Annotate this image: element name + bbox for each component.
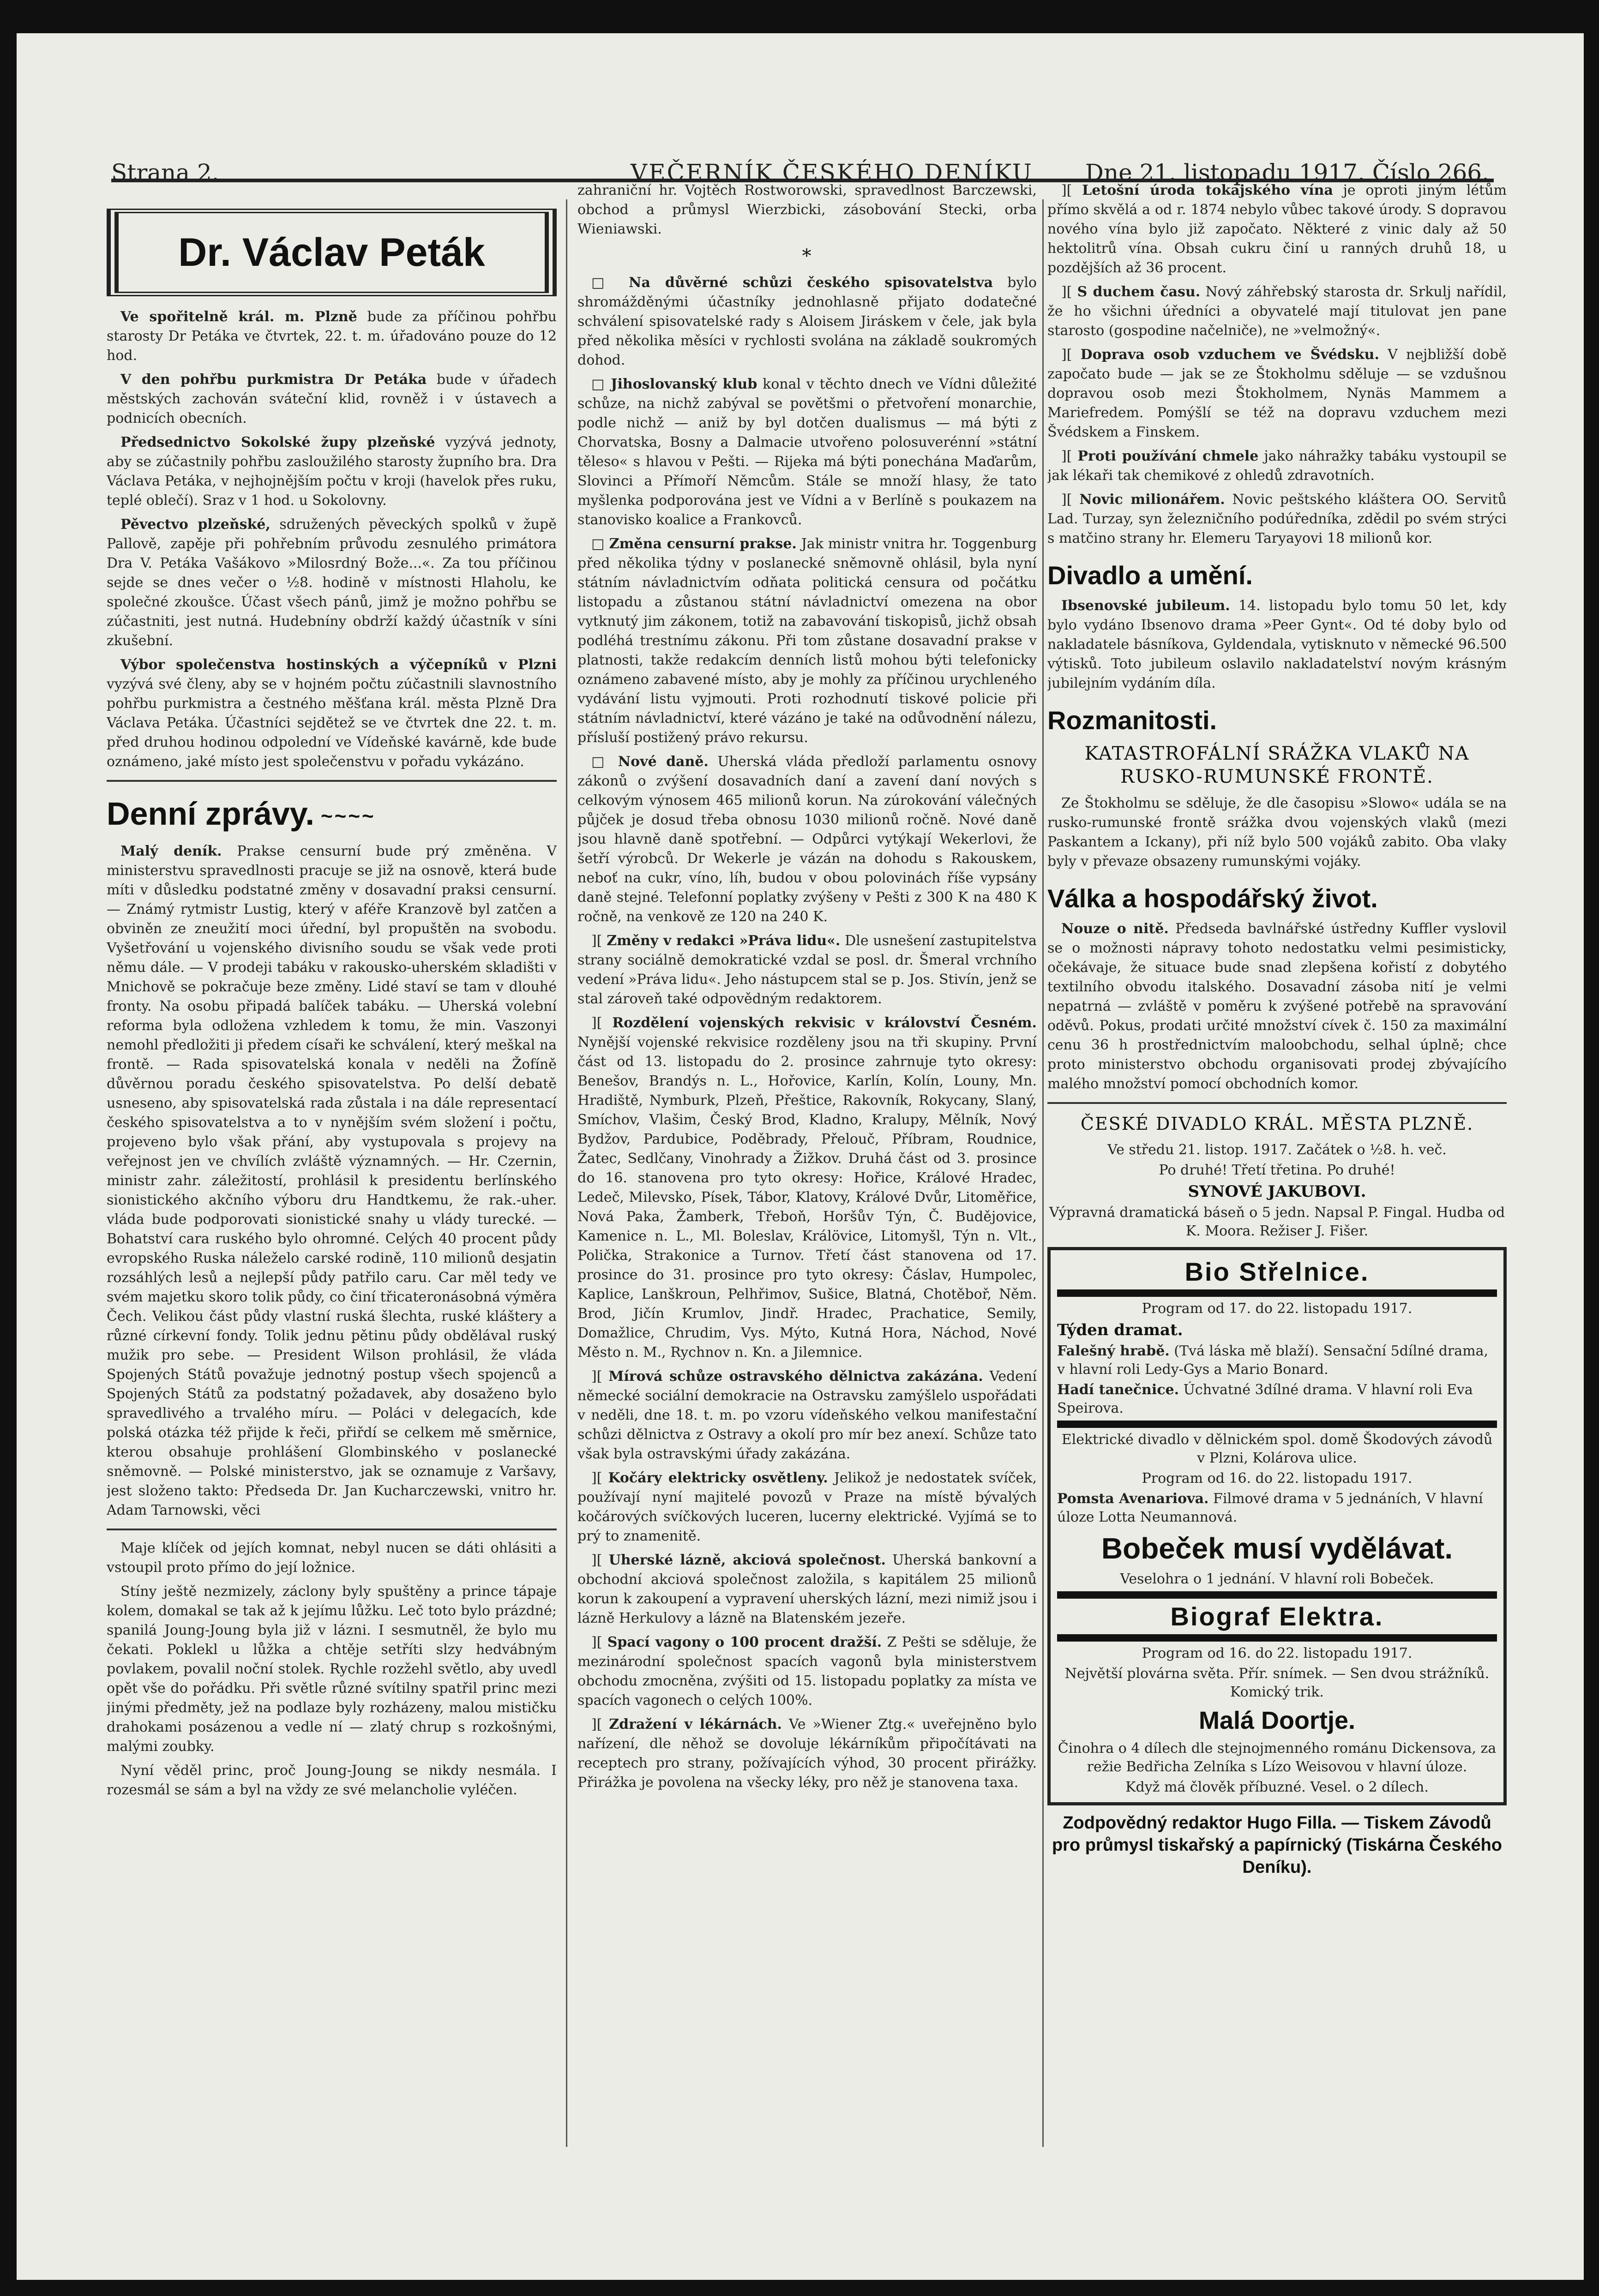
article: Ve spořitelně král. m. Plzně bude za příčinou pohřbu starosty Dr Petáka ve čtvrtek, 22. t. m. úřadováno pouze do 12 hod. xyxy=(107,309,557,364)
ornament: ~~~~ xyxy=(320,804,376,827)
column-1 xyxy=(107,181,557,2235)
article: ][ Novic milionářem. Novic peštského kláštera OO. Servitů Lad. Turzay, syn železničního podúředníka, zdědil po svém strýci s matčino strany hr. Elemeru Taryayovi 18 milionů kor. xyxy=(1047,492,1507,546)
divider-bar xyxy=(1057,1634,1497,1642)
cinema-film: Činohra o 4 dílech dle stejnojmenného románu Dickensova, za režie Bedřicha Zelníka s Lízo Weisovou v hlavní úloze. xyxy=(1058,1740,1497,1775)
cinema-film: Když má člověk příbuzné. Vesel. o 2 dílech. xyxy=(1125,1779,1429,1795)
article: □ Na důvěrné schůzi českého spisovatelstva bylo shromážděnými účastníky jednohlasně přijato dodatečné schválení spisovatelské rady s Aloisem Jiráskem v čele, jak byla před několika měsíci v rychlosti svolána na základě soukromých dohod. xyxy=(577,275,1037,368)
article: □ Změna censurní prakse. Jak ministr vnitra hr. Toggenburg před několika týdny v poslanecké sněmovně ohlásil, byla nyní státním návladnictvím odňata politická censura od počátku listopadu a zůstanou státní návladnictví omezena na obor vytknutý jim zákonem, totiž na zabavování tiskopisů, jichž obsah podléhá trestnímu zákonu. Při tom zůstane dosavadní prakse v platnosti, takže redakcím denních listů mohou býti telefonicky oznámeno zabavené místo, aby je mohly za příčinou urychleného vydávání listu vyjmouti. Proti rozhodnutí tiskové policie při státním návladnictví, které vázáno je také na odůvodnění nálezu, přísluší postižený právo rekursu. xyxy=(577,536,1037,746)
article: ][ Proti používání chmele jako náhražky tabáku vystoupil se jak lékaři tak chemikové z ohledů zdravotních. xyxy=(1047,448,1507,484)
divider-bar xyxy=(1057,1421,1497,1428)
cinema-title: Biograf Elektra. xyxy=(1170,1602,1384,1631)
article: ][ Spací vagony o 100 procent dražší. Z Pešti se sděluje, že mezinárodní společnost spacích vagonů byla ministerstvem obchodu zmocněna, zvýšiti od 15. listopadu poplatky za místa ve spacích vagonech o celých 100%. xyxy=(577,1634,1037,1709)
column-divider xyxy=(1042,199,1044,2147)
article: V den pohřbu purkmistra Dr Petáka bude v úřadech městských zachován sváteční klid, rovněž i v ústavech a podnicích obecních. xyxy=(107,372,557,426)
cinema-program: Program od 17. do 22. listopadu 1917. xyxy=(1142,1301,1413,1317)
theatre-ad-line: Ve středu 21. listop. 1917. Začátek o ½8. h. več. xyxy=(1107,1142,1447,1158)
feuilleton-paragraph: Maje klíček od jejích komnat, nebyl nucen se dáti ohlásiti a vstoupil proto přímo do její ložnice. xyxy=(107,1540,557,1576)
article: ][ Změny v redakci »Práva lidu«. Dle usnešení zastupitelstva strany sociálně demokratické vzdal se posl. dr. Šmeral vrchního vedení »Práva lidu«. Jeho nástupcem stal se p. Jos. Stivín, jenž se stal zároveň také odpovědným redaktorem. xyxy=(577,933,1037,1007)
obituary-name: Dr. Václav Peták xyxy=(178,230,485,275)
article: ][ Uherské lázně, akciová společnost. Uherská bankovní a obchodní akciová společnost založila, s kapitálem 25 milionů korun k zakoupení a vypravení uherských lázní, mezi nimiž jsou i lázně Herkulovy a lázně na Blatenském jezeře. xyxy=(577,1552,1037,1626)
article-headline: KATASTROFÁLNÍ SRÁŽKA VLAKŮ NA RUSKO-RUMUNSKÉ FRONTĚ. xyxy=(1084,743,1470,787)
feuilleton-paragraph: Nyní věděl princ, proč Joung-Joung se nikdy nesmála. I rozesmál se sám a byl na vždy ze své melancholie vyléčen. xyxy=(107,1762,557,1798)
article: ][ Letošní úroda tokajského vína je oproti jiným létům přímo skvělá a od r. 1874 nebylo vůbec takové úrody. S dopravou nového vína bylo již započato. Některé z vinic daly až 50 hektolitrů vína. Obsah cukru činí u ranných druhů 18, u pozdějších až 36 procent. xyxy=(1047,182,1507,276)
cinema-film: Hadí tanečnice. Úchvatné 3dílné drama. V hlavní roli Eva Speirova. xyxy=(1057,1382,1473,1416)
column-2 xyxy=(577,181,1037,2235)
cinema-title: Bio Střelnice. xyxy=(1184,1257,1370,1286)
cinema-feature: Malá Doortje. xyxy=(1198,1707,1356,1734)
theatre-ad-line: Po druhé! Třetí třetina. Po druhé! xyxy=(1159,1162,1395,1178)
article: ][ Doprava osob vzduchem ve Švédsku. V nejbližší době započato bude — jak se ze Štokholmu sděluje — se vzdušnou dopravou osob mezi Štokholmem, Nynäs Mammem a Mariefredem. Pomýšlí se též na dopravu vzduchem mezi Švédskem a Finskem. xyxy=(1047,347,1507,440)
cinema-film: Pomsta Avenariova. Filmové drama v 5 jednáních, V hlavní úloze Lotta Neumannová. xyxy=(1057,1491,1483,1525)
cinema-week: Týden dramat. xyxy=(1057,1321,1183,1339)
article: ][ Zdražení v lékárnách. Ve »Wiener Ztg.« uveřejněno bylo nařízení, dle něhož se dovoluje lékárníkům připočítávati na receptech pro strany, požívajících výhod, 30 procent přirážky. Přirážka je povolena na všecky léky, pro něž je stanovena taxa. xyxy=(577,1716,1037,1791)
running-header xyxy=(111,123,1494,186)
star-separator: * xyxy=(802,246,812,267)
cinema-program: Program od 16. do 22. listopadu 1917. xyxy=(1142,1470,1413,1487)
article: zahraniční hr. Vojtěch Rostworowski, spravedlnost Barczewski, obchod a průmysl Wierzbicki, zásobování Stecki, orba Wieniawski. xyxy=(577,182,1037,237)
divider-bar xyxy=(1057,1591,1497,1599)
obituary-nameplate xyxy=(107,209,557,296)
article: ][ Kočáry elektricky osvětleny. Jelikož je nedostatek svíček, používají nyní majitelé povozů v Praze na místě bývalých kočárových svíčkových luceren, lucerny elektrické. Vyjímá se to prý to znamenitě. xyxy=(577,1470,1037,1544)
article: Ibsenovské jubileum. 14. listopadu bylo tomu 50 let, kdy bylo vydáno Ibsenovo drama »Peer Gynt«. Od té doby bylo od nakladatele básníkova, Gyldendala, vytisknuto v německé 96.500 výtisků. Toto jubileum oslavilo nakladatelství novým krásným jubilejním vydáním díla. xyxy=(1047,598,1507,691)
cinema-film: Veselohra o 1 jednání. V hlavní roli Bobeček. xyxy=(1120,1571,1434,1587)
theatre-ad-play: SYNOVÉ JAKUBOVI. xyxy=(1188,1182,1366,1201)
divider xyxy=(1047,1102,1507,1104)
article: Malý deník. Prakse censurní bude prý změněna. V ministerstvu spravedlnosti pracuje se již na osnově, která bude míti v důsledku podstatné změny v dosavadní praksi censurní. — Známý rytmistr Lustig, který v aféře Kranzově byl zatčen a obviněn ze zneužití moci úřední, byl propuštěn na svobodu. Vyšetřování u vojenského divisního soudu se však vede proti němu dále. — V prodeji tabáku v rakousko-uherském skladišti v Mnichově se pokračuje beze změny. Lidé staví se tam v dlouhé fronty. Na osobu připadá balíček tabáku. — Uherská volební reforma byla odložena vzhledem k tomu, že min. Vaszonyi nemohl předložiti ji předem císaři ke schválení, který meškal na frontě. — Rada spisovatelská konala v neděli na Žofíně důvěrnou poradu českého spisovatelstva. Po delší debatě usneseno, aby spisovatelská rada zůstala i na dále representací českého spisovatelstva a to v nynějším svém složení i počtu, projeveno bylo však přání, aby vystupovala s projevy na veřejnost jen ve chvílích zvláště významných. — Hr. Czernin, ministr zahr. záležitostí, prohlásil k presidentu berlínského sionistického akčního výboru dru Handtkemu, že rak.-uher. vláda bude podporovati sionistické snahy u vlády turecké. — Bohatství cara ruského bylo ohromné. Celých 40 procent půdy evropského Ruska náleželo carské rodině, 110 milionů desjatin rozsáhlých lesů a nejlepší půdy patřilo caru. Car měl tedy ve svém majetku skoro tolik půdy, co činí třicateronásobná výměra Čech. Velikou část půdy vlastní ruská šlechta, ruské kláštery a různé církevní fondy. Tolik jednu pětinu půdy obdělával ruský mužik pro sebe. — President Wilson prohlásil, že vláda Spojených Států považuje jednotný postup všech spojenců a Spojených Států za podstatný požadavek, aby dosaženo bylo spravedlivého a trvalého míru. — Poláci v delegacích, kde polská otázka též přijde k řeči, přiřdí se celkem mě směrnice, kterou obsahuje prohlášení Glombinského v poslanecké sněmovně. — Polské ministerstvo, jak se oznamuje z Varšavy, jest složeno takto: Předseda Dr. Jan Kucharczewski, vnitro hr. Adam Tarnowski, věci xyxy=(107,843,557,1518)
column-divider xyxy=(566,199,567,2147)
theatre-ad-title: ČESKÉ DIVADLO KRÁL. MĚSTA PLZNĚ. xyxy=(1080,1114,1474,1134)
article: □ Nové daně. Uherská vláda předloží parlamentu osnovy zákonů o zvýšení dosavadních daní a zavení daní nových s celkovým výnosem 465 milionů korun. Na zúrokování válečných půjček je dosud třeba obnosu 1030 milionů ročně. Nové daně jsou hlavně daně spotřební. — Odpůrci vytýkají Wekerlovi, že šetří výrobců. Dr Wekerle je vázán na dohodu s Rakouskem, neboť na cukr, víno, líh, budou v obou polovinách říše vypsány daně stejné. Telefonní poplatky zvýšeny v Pešti z 300 K na 480 K ročně, na venkově ze 120 na 240 K. xyxy=(577,754,1037,925)
article: Nouze o nitě. Předseda bavlnářské ústředny Kuffler vyslovil se o možnosti nápravy tohoto nedostatku velmi pesimisticky, očekávaje, že situace bude snad zlepšena kořistí z dobytého textilního obvodu italského. Dosavadní zásoba nití je velmi nepatrná — zvláště v poměru k zvýšené potřebě na spravování oděvů. Pokus, prodati určité množství cívek č. 150 za maximální cenu 36 h prostřednictvím maloobchodu, selhal úplně; chce proto ministerstvo obchodu organisovati prodej zbývajícího malého množství pomocí obchodních komor. xyxy=(1047,921,1507,1092)
article: Předsednictvo Sokolské župy plzeňské vyzývá jednoty, aby se zúčastnily pohřbu zasloužilého starosty župního bra. Dra Václava Petáka, v nejhojnějším počtu v kroji (havelok přes ruku, teplé oblečí). Sraz v 1 hod. u Sokolovny. xyxy=(107,434,557,509)
masthead-name: VEČERNÍK ČESKÉHO DENÍKU xyxy=(631,159,1033,186)
cinema-feature: Bobeček musí vydělávat. xyxy=(1101,1532,1453,1565)
article: Pěvectvo plzeňské, sdružených pěveckých spolků v župě Pallově, zapěje při pohřebním průvodu zesnulého primátora Dra V. Petáka Vašákovo »Milosrdný Bože...«. Za tou příčinou sejde se dnes večer o ½8. hodině v místnosti Hlaholu, ke společné zkoušce. Účast všech pánů, jimž je možno pohřbu se zúčastniti, jest nutná. Hudebníny obdrží každý účastník v síni zkušební. xyxy=(107,516,557,649)
divider-bar xyxy=(1057,1289,1497,1297)
cinema-film: Falešný hrabě. (Tvá láska mě blaží). Sensační 5dílné drama, v hlavní roli Ledy-Gys a Mario Bonard. xyxy=(1057,1343,1488,1378)
divider xyxy=(107,780,557,782)
article: ][ S duchem času. Nový záhřebský starosta dr. Srkulj nařídil, že ho všichni úředníci a obyvatelé mají titulovat jen pane starosto (gospodine načelniče), ne »velmožný«. xyxy=(1047,284,1507,339)
divider xyxy=(107,1529,557,1530)
article: Ze Štokholmu se sděluje, že dle časopisu »Slowo« udála se na rusko-rumunské frontě srážka dvou vojenských vlaků (mezi Paskantem a Ickany), při níž bylo 500 vojáků zabito. Oba vlaky byly v převaze obsazeny rumunskými vojáky. xyxy=(1047,795,1507,869)
cinema-header: Elektrické divadlo v dělnickém spol. domě Škodových závodů v Plzni, Kolárova ulice. xyxy=(1061,1432,1493,1466)
section-title: Denní zprávy. ~~~~ xyxy=(107,793,557,837)
cinema-ad-bio-strelnice xyxy=(1047,1247,1507,1805)
cinema-film: Největší plovárna světa. Přír. snímek. — Sen dvou strážníků. Komický trik. xyxy=(1064,1666,1490,1700)
theatre-ad-line: Výpravná dramatická báseň o 5 jedn. Napsal P. Fingal. Hudba od K. Moora. Režiser J. Fišer. xyxy=(1049,1205,1505,1239)
section-title: Divadlo a umění. xyxy=(1047,561,1253,590)
imprint: Zodpovědný redaktor Hugo Filla. — Tiskem Závodů pro průmysl tiskařský a papírnický (Tiskárna Českého Deníku). xyxy=(1052,1813,1503,1877)
page-number: Strana 2. xyxy=(111,159,219,186)
issue-date: Dne 21. listopadu 1917. Číslo 266. xyxy=(1085,159,1489,186)
article: ][ Mírová schůze ostravského dělnictva zakázána. Vedení německé sociální demokracie na Ostravsku zamýšlelo uspořádati v neděli, dne 18. t. m. po vzoru vídeňského velkou manifestační schůzi dělnictva z Ostravy a okolí pro mír bez anexí. Schůze tato však byla ostravskými úřady zakázána. xyxy=(577,1368,1037,1462)
feuilleton-paragraph: Stíny ještě nezmizely, záclony byly spuštěny a prince tápaje kolem, domakal se tak až k jejímu lůžku. Leč toto bylo prázdné; spanilá Joung-Joung byla již v lázni. I sesmutněl, že bylo mu čekati. Poklekl u lůžka a chtěje setříti slzy hedvábným povlakem, povalil noční stolek. Rychle rozžehl světlo, aby uvedl opět vše do pořádku. Při světle různé svítilny spatřil princ mezi jinými předměty, jež na podlaze byly rozházeny, malou mističku drahokami posázenou a vedle ní — zlatý chrup s rozkošnými, malými zoubky. xyxy=(107,1583,557,1755)
article: ][ Rozdělení vojenských rekvisic v království Česném. Nynější vojenské rekvisice rozděleny jsou na tři skupiny. První část od 13. listopadu do 2. prosince zahrnuje tyto okresy: Benešov, Brandýs n. L., Hořovice, Karlín, Kolín, Louny, Mn. Hradiště, Nymburk, Plzeň, Přeštice, Rakovník, Rokycany, Slaný, Smíchov, Vlašim, Český Brod, Kladno, Kralupy, Mělník, Nový Bydžov, Pardubice, Poděbrady, Přelouč, Příbram, Roudnice, Žatec, Sedlčany, Vinohrady a Žižkov. Druhá část od 3. prosince do 16. stanovena pro tyto okresy: Hořice, Králové Hradec, Ledeč, Milevsko, Písek, Tábor, Klatovy, Králové Dvůr, Litoměřice, Nová Paka, Žamberk, Třeboň, Horšův Týn, Č. Budějovice, Kamenice n. L., Ml. Boleslav, Králövice, Litomyšl, Týn n. Vlt., Polička, Strakonice a Turnov. Třetí část stanovena od 17. prosince do 31. prosince pro tyto okresy: Čáslav, Humpolec, Kaplice, Lanškroun, Pelhřimov, Sušice, Blatná, Chotěboř, Něm. Brod, Jičín Krumlov, Jindř. Hradec, Prachatice, Semily, Domažlice, Chrudim, Vys. Mýto, Kutná Hora, Náchod, Nové Město n. M., Rychnov n. Kn. a Jilemnice. xyxy=(577,1015,1037,1361)
article: □ Jihoslovanský klub konal v těchto dnech ve Vídni důležité schůze, na nichž zabýval se povětšmi o přetvoření monarchie, podle nichž — aniž by byl dotčen dualismus — má býti z Chorvatska, Bosny a Dalmacie utvořeno polosuverénní »státní těleso« s hlavou v Pešti. — Rijeka má býti ponechána Maďarům, Slovinci a Přímoří Němcům. Stále se množí hlasy, že tato myšlenka podporována jest ve Vídni a v Berlíně s poukazem na stanovisko koalice a Frankovců. xyxy=(577,376,1037,528)
newspaper-page xyxy=(17,33,1584,2280)
article: Výbor společenstva hostinských a výčepníků v Plzni vyzývá své členy, aby se v hojném počtu zúčastnili slavnostního pohřbu purkmistra a čestného měšťana král. města Plzně Dra Václava Petáka. Účastníci sejdětež se ve čtvrtek dne 22. t. m. před druhou hodinou odpolední ve Vídeňské kavárně, kde bude oznámeno, jaké místo jest společenstvu v pořadu vykázáno. xyxy=(107,657,557,770)
section-title: Válka a hospodářský život. xyxy=(1047,884,1378,913)
section-title: Rozmanitosti. xyxy=(1047,706,1217,735)
column-3 xyxy=(1047,181,1507,2239)
cinema-program: Program od 16. do 22. listopadu 1917. xyxy=(1142,1645,1413,1661)
